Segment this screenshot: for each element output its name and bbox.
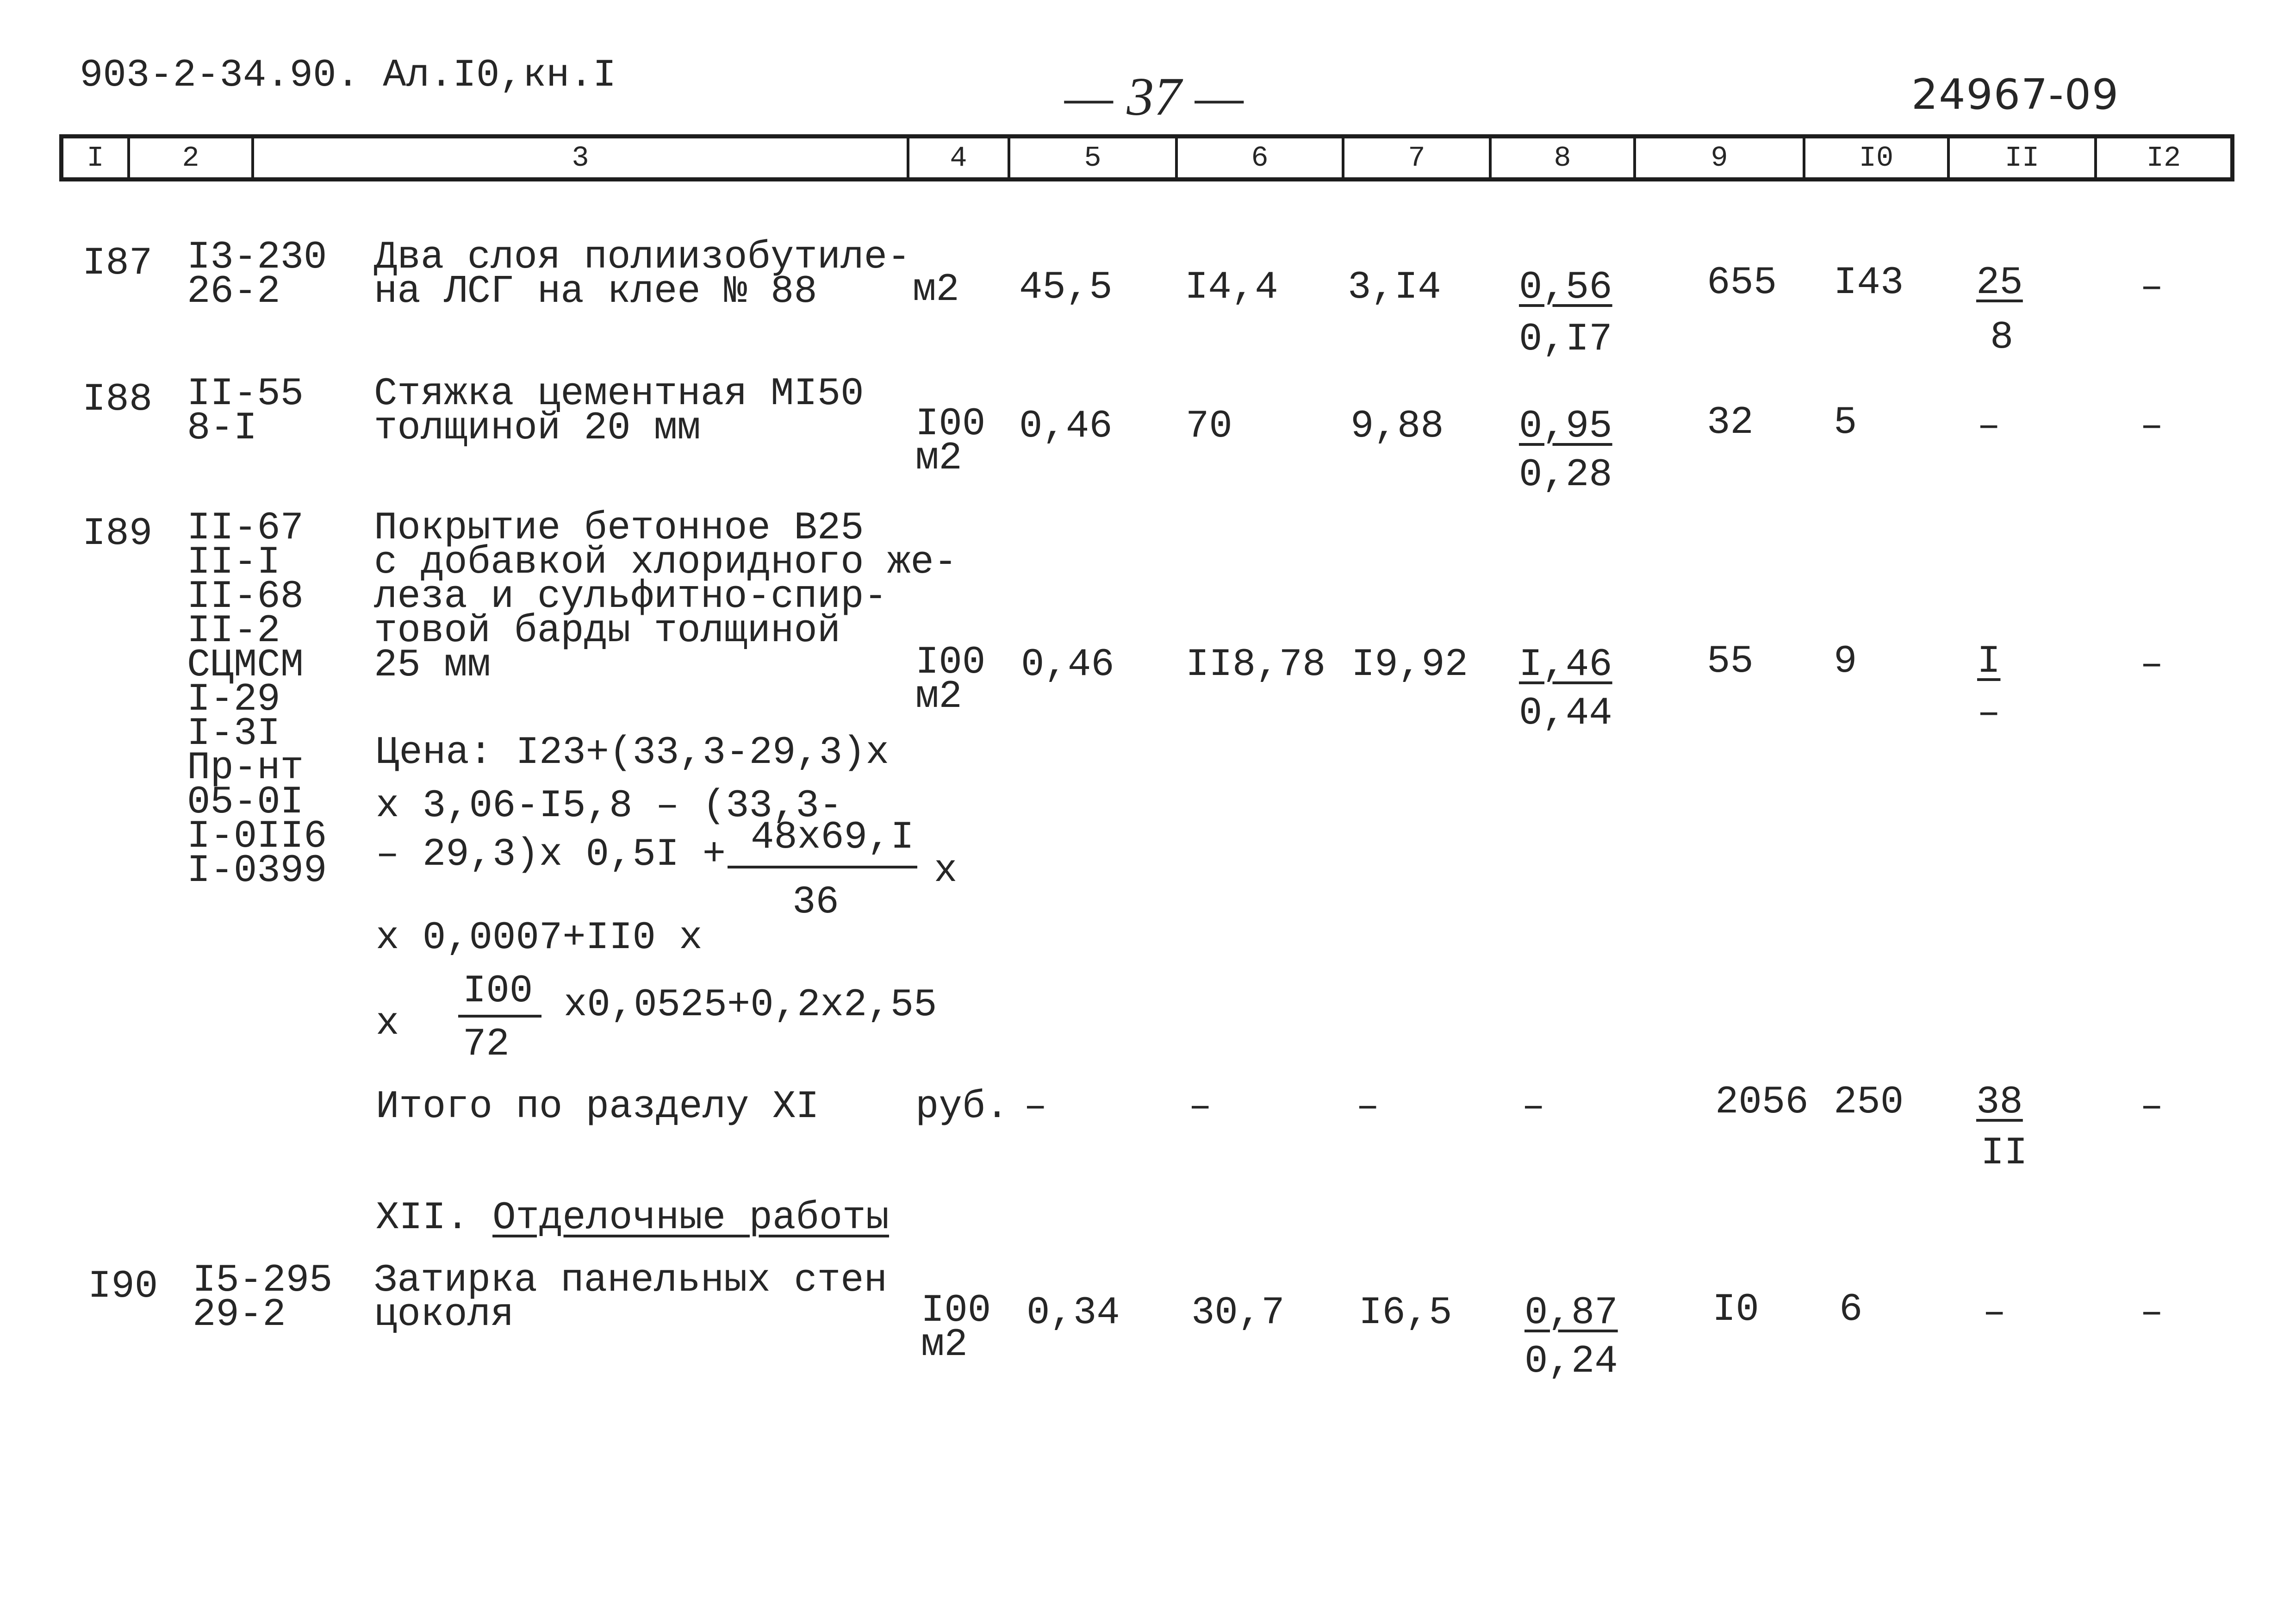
norm-codes: [187, 372, 304, 450]
norm-code: II-2: [187, 609, 280, 653]
total-wages: 9: [1834, 640, 1857, 684]
work-description: [374, 1259, 887, 1337]
column-header-10: I0: [1803, 138, 1947, 177]
unit-line: I00: [915, 402, 986, 446]
quantity: 45,5: [1019, 266, 1113, 310]
norm-code: 26-2: [187, 270, 280, 314]
work-description: [374, 236, 911, 314]
document-number: 24967-09: [1911, 70, 2120, 119]
formula-line: х0,0525+0,2х2,55: [564, 983, 937, 1027]
norm-code: I-0399: [187, 849, 327, 893]
norm-code: 05-0I: [187, 781, 304, 824]
fraction-numerator: I00: [463, 969, 533, 1013]
column-header-9: 9: [1633, 138, 1803, 177]
total-wages: I43: [1834, 261, 1904, 305]
total-cost: 55: [1707, 640, 1754, 684]
norm-code: Пр-нт: [187, 746, 304, 790]
total-cost: 2056: [1715, 1081, 1809, 1124]
section-number: XII.: [376, 1196, 469, 1240]
norm-code: II-67: [187, 506, 304, 550]
quantity: 0,34: [1027, 1291, 1120, 1335]
total-machine-top: –: [1977, 405, 2001, 449]
machine-cost-bottom: 0,I7: [1519, 318, 1612, 362]
machine-cost-bottom: 0,24: [1524, 1340, 1618, 1384]
total-wages: 250: [1834, 1081, 1904, 1124]
unit-line: м2: [915, 675, 962, 719]
description-line: 25 мм: [374, 643, 491, 687]
description-line: Затирка панельных стен: [374, 1259, 887, 1303]
norm-code: I5-295: [193, 1259, 333, 1303]
description-line: Два слоя полиизобутиле-: [374, 236, 911, 280]
unit-line: м2: [921, 1323, 968, 1367]
unit-price: 70: [1186, 405, 1232, 449]
total-machine-top: I: [1977, 640, 2001, 684]
description-line: толщиной 20 мм: [374, 406, 701, 450]
section-heading: [376, 1196, 890, 1240]
total-cost: I0: [1712, 1288, 1759, 1332]
description-line: с добавкой хлоридного же-: [374, 541, 958, 585]
wage-cost: 3,I4: [1348, 266, 1441, 310]
column-header-7: 7: [1342, 138, 1489, 177]
norm-codes: [187, 506, 327, 893]
norm-code: I-0II6: [187, 815, 327, 859]
norm-code: I3-230: [187, 236, 327, 280]
formula-line: х: [376, 1002, 399, 1046]
unit-price: I4,4: [1185, 266, 1278, 310]
norm-code: 29-2: [193, 1293, 286, 1337]
column-header-12: I2: [2094, 138, 2230, 177]
fraction-denominator: 72: [463, 1023, 510, 1067]
description-line: на ЛСГ на клее № 88: [374, 270, 817, 314]
quantity: 0,46: [1021, 643, 1114, 687]
column-header-table: [59, 134, 2234, 181]
page-number: — 37 —: [1064, 66, 1244, 127]
column-header-1: I: [87, 141, 104, 175]
norm-code: II-I: [187, 541, 280, 585]
norm-code: I-29: [187, 678, 280, 722]
machine-cost-top: 0,95: [1519, 405, 1612, 449]
total-wages: 6: [1839, 1288, 1863, 1332]
description-line: Стяжка цементная МI50: [374, 372, 864, 416]
total-machine-bottom: 8: [1990, 316, 2014, 360]
norm-code: СЦМСМ: [187, 643, 304, 687]
wage-cost: I9,92: [1351, 643, 1468, 687]
machine-cost-top: I,46: [1519, 643, 1612, 687]
column-header-3: 3: [251, 138, 907, 177]
description-line: Покрытие бетонное В25: [374, 506, 864, 550]
wage-cost: I6,5: [1359, 1291, 1452, 1335]
total-label: Итого по разделу XI: [376, 1085, 819, 1129]
column-12-value: –: [2140, 643, 2164, 687]
total-machine-top: 38: [1976, 1081, 2023, 1124]
unit: [915, 402, 986, 481]
work-description: [374, 372, 864, 450]
machine-cost-top: 0,56: [1519, 266, 1612, 310]
norm-code: II-68: [187, 575, 304, 619]
total-cost: 32: [1707, 401, 1754, 445]
total-unit: руб.: [915, 1085, 1009, 1129]
column-12-value: –: [2140, 1291, 2164, 1335]
total-machine-bottom: II: [1981, 1131, 2028, 1175]
section-title: Отделочные работы: [492, 1196, 890, 1240]
unit-line: м2: [915, 437, 962, 481]
total-unit-price: –: [1188, 1085, 1212, 1129]
unit-line: I00: [921, 1289, 991, 1333]
total-machine-cost: –: [1522, 1085, 1545, 1129]
work-description: [374, 506, 958, 687]
row-number: I90: [88, 1265, 158, 1309]
norm-code: I-3I: [187, 712, 280, 756]
fraction-bar: [728, 866, 917, 868]
total-machine-top: 25: [1976, 261, 2023, 305]
quantity: 0,46: [1019, 405, 1113, 449]
machine-cost-bottom: 0,44: [1519, 692, 1612, 736]
formula-line: х 0,0007+II0 х: [376, 916, 703, 960]
unit: [921, 1289, 991, 1367]
column-header-8: 8: [1489, 138, 1633, 177]
total-cost: 655: [1707, 261, 1777, 305]
column-header-4: 4: [907, 138, 1008, 177]
norm-code: II-55: [187, 372, 304, 416]
unit: [915, 641, 986, 719]
column-header-5: 5: [1008, 138, 1175, 177]
formula-line: Цена: I23+(33,3-29,3)х: [376, 731, 889, 775]
machine-cost-top: 0,87: [1524, 1291, 1618, 1335]
total-wages: 5: [1834, 401, 1857, 445]
formula-line: х: [934, 849, 958, 893]
formula-line: х 3,06-I5,8 – (33,3-: [376, 784, 843, 828]
row-number: I89: [82, 512, 153, 556]
norm-codes: [187, 236, 327, 314]
total-machine-top: –: [1983, 1291, 2006, 1335]
column-12-value: –: [2140, 405, 2164, 449]
description-line: леза и сульфитно-спир-: [374, 575, 887, 619]
total-wage-cost: –: [1356, 1085, 1380, 1129]
fraction-denominator: 36: [792, 881, 839, 924]
column-12-value: –: [2140, 266, 2164, 310]
norm-codes: [193, 1259, 333, 1337]
machine-cost-bottom: 0,28: [1519, 453, 1612, 497]
wage-cost: 9,88: [1350, 405, 1444, 449]
unit-price: II8,78: [1186, 643, 1326, 687]
total-machine-bottom: –: [1977, 692, 2001, 736]
norm-code: 8-I: [187, 406, 257, 450]
total-quantity: –: [1024, 1085, 1047, 1129]
description-line: товой барды толщиной: [374, 609, 841, 653]
column-header-11: II: [1947, 138, 2094, 177]
unit-line: м2: [913, 268, 959, 312]
document-code: 903-2-34.90. Ал.I0,кн.I: [80, 54, 616, 98]
formula-line: – 29,3)х 0,5I +: [376, 833, 726, 877]
column-header-6: 6: [1175, 138, 1342, 177]
fraction-numerator: 48х69,I: [751, 816, 914, 860]
unit: [913, 268, 959, 312]
description-line: цоколя: [374, 1293, 514, 1337]
column-12-value: –: [2140, 1085, 2164, 1129]
column-header-2: 2: [127, 138, 251, 177]
unit-price: 30,7: [1191, 1291, 1285, 1335]
unit-line: I00: [915, 641, 986, 685]
row-number: I88: [82, 378, 153, 422]
fraction-bar: [458, 1015, 541, 1018]
row-number: I87: [82, 242, 153, 286]
